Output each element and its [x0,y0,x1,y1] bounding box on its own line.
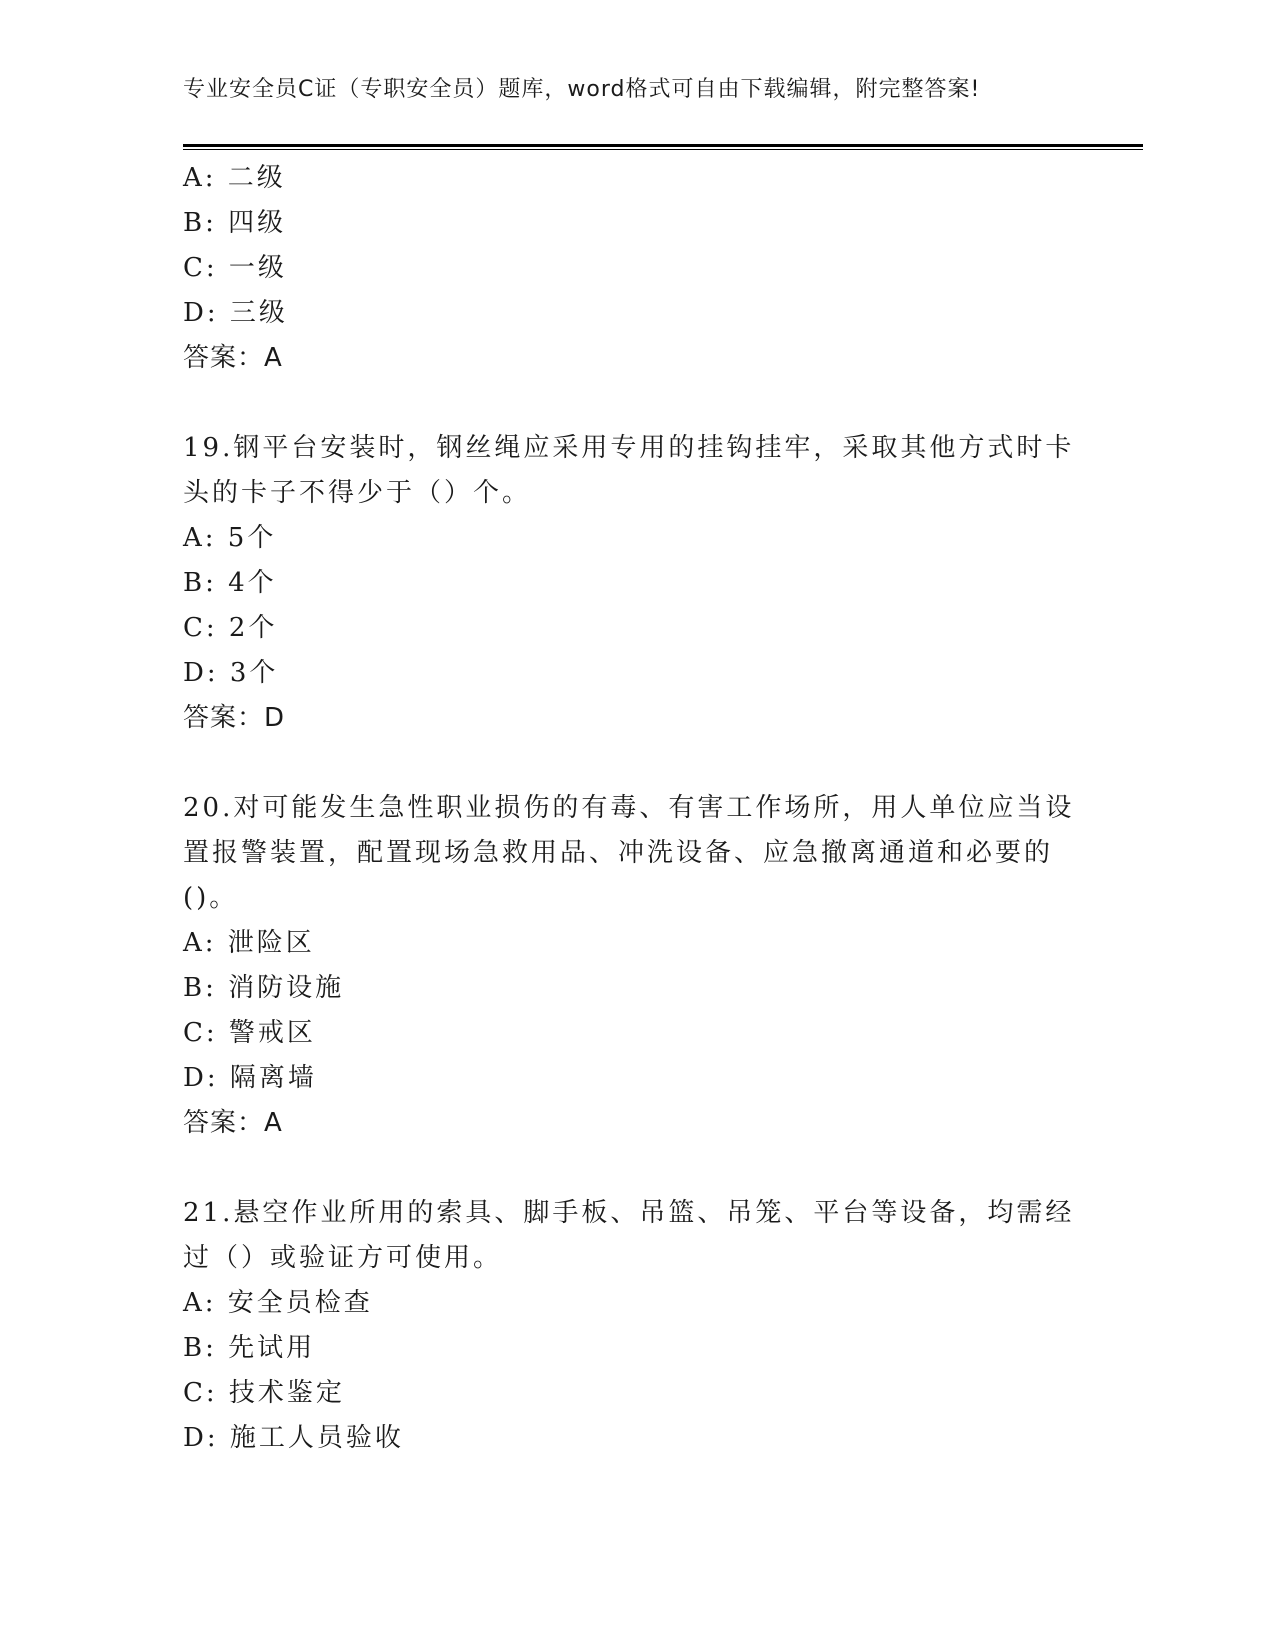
question-19 [183,426,1083,741]
question-text-line: 21.悬空作业所用的索具、脚手板、吊篮、吊笼、平台等设备，均需经 [183,1198,1075,1228]
question-text-line: 19.钢平台安装时，钢丝绳应采用专用的挂钩挂牢，采取其他方式时卡 [183,433,1075,463]
option-a: A: 泄险区 [183,928,315,958]
header-rule-thin [183,149,1143,150]
answer-line: 答案：D [183,703,286,733]
header-rule-thick [183,144,1143,147]
option-b: B: 四级 [183,208,287,238]
option-c: C: 警戒区 [183,1018,316,1048]
option-b: B: 先试用 [183,1333,316,1363]
option-d: D: 3个 [183,658,279,688]
option-d: D: 隔离墙 [183,1063,317,1093]
option-a: A: 5个 [183,523,277,553]
option-b: B: 4个 [183,568,277,598]
question-text-line: 20.对可能发生急性职业损伤的有毒、有害工作场所，用人单位应当设 [183,793,1075,823]
question-text-line: 置报警装置，配置现场急救用品、冲洗设备、应急撤离通道和必要的 [183,838,1054,868]
spacer [183,1146,1083,1191]
answer-line: 答案：A [183,343,283,373]
option-c: C: 一级 [183,253,287,283]
option-d: D: 三级 [183,298,288,328]
option-d: D: 施工人员验收 [183,1423,404,1453]
document-header: 专业安全员C证（专职安全员）题库，word格式可自由下载编辑，附完整答案! [183,77,981,102]
option-b: B: 消防设施 [183,973,345,1003]
question-text-line: 过（）或验证方可使用。 [183,1243,503,1273]
option-a: A: 安全员检查 [183,1288,373,1318]
question-list [183,156,1083,1461]
spacer [183,741,1083,786]
option-c: C: 2个 [183,613,278,643]
option-a: A: 二级 [183,163,286,193]
answer-line: 答案：A [183,1108,283,1138]
spacer [183,381,1083,426]
question-options [183,156,1083,336]
question-text-line: ()。 [183,883,239,913]
question-21 [183,1191,1083,1461]
question-20 [183,786,1083,1146]
option-c: C: 技术鉴定 [183,1378,345,1408]
question-text-line: 头的卡子不得少于（）个。 [183,478,532,508]
